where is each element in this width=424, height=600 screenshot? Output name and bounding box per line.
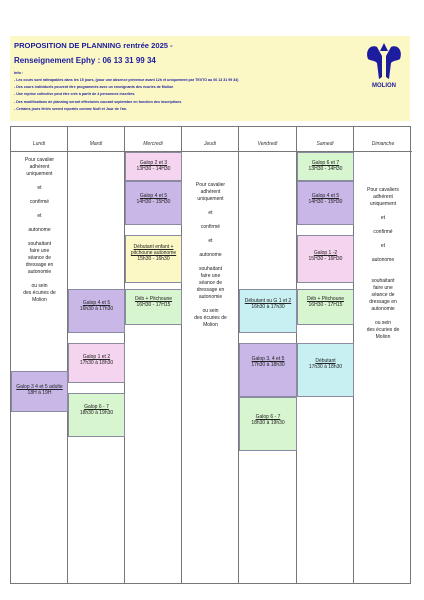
lesson-time: 16h30 à 17h30 bbox=[251, 304, 285, 310]
lesson-block bbox=[68, 393, 125, 437]
lesson-time: 17h30 à 18h30 bbox=[308, 364, 343, 370]
lesson-block bbox=[11, 371, 68, 412]
lesson-time: 17h30 à 18h30 bbox=[251, 362, 285, 368]
day-header-jeudi: Jeudi bbox=[204, 141, 216, 147]
lesson-block bbox=[125, 181, 182, 225]
column-dimanche bbox=[354, 127, 412, 583]
lesson-time: 18H à 19H bbox=[27, 390, 52, 396]
lesson-block bbox=[68, 343, 125, 383]
lesson-block bbox=[297, 289, 354, 325]
lesson-title: Galop 6 et 7 bbox=[311, 160, 340, 166]
logo-text: MOLION bbox=[372, 83, 396, 89]
lesson-block bbox=[68, 289, 125, 333]
lesson-time: 18h30 à 19h30 bbox=[251, 420, 285, 426]
lesson-time: 13H30 - 14H30 bbox=[136, 166, 171, 172]
lesson-time: 15H30 - 16H30 bbox=[308, 256, 343, 262]
column-vendredi bbox=[239, 127, 297, 583]
lesson-title: Galop 6 - 7 bbox=[255, 414, 281, 420]
day-header-lundi: Lundi bbox=[32, 141, 46, 147]
lesson-title: Débutant bbox=[315, 358, 336, 364]
lesson-title: Galop 1 -2 bbox=[313, 250, 338, 256]
autonomy-note: Pour cavalier adhérent uniquement et confirmé et autonome souhaitant faire une séance de dressage en autonomie ou sein des écuries de Molion bbox=[23, 157, 56, 303]
lesson-time: 17h30 à 18h30 bbox=[79, 360, 114, 366]
horse-head-logo-icon bbox=[362, 39, 406, 83]
lesson-block bbox=[297, 343, 354, 397]
lesson-title: Galop 3, 4 et 5 bbox=[251, 356, 285, 362]
lesson-block bbox=[239, 397, 297, 451]
info-list bbox=[14, 77, 238, 113]
lesson-time: 14H30 - 15H30 bbox=[136, 199, 171, 205]
column-mercredi bbox=[125, 127, 182, 583]
lesson-block bbox=[297, 235, 354, 283]
schedule-table bbox=[10, 126, 411, 584]
info-header bbox=[10, 36, 410, 121]
lesson-title: Débutant enfant + pitchoune autonome bbox=[130, 244, 177, 256]
lesson-title: Galop 4 et 5 bbox=[139, 193, 168, 199]
lesson-title: Galop 3 4 et 5 adulte bbox=[16, 384, 63, 390]
lesson-time: 18h30 à 19h30 bbox=[79, 410, 114, 416]
lesson-time: 13H30 - 14H30 bbox=[308, 166, 343, 172]
lesson-time: 14H30 - 15H30 bbox=[308, 199, 343, 205]
column-samedi bbox=[297, 127, 354, 583]
page-title: PROPOSITION DE PLANNING rentrée 2025 - bbox=[14, 41, 173, 50]
lesson-block bbox=[125, 235, 182, 283]
lesson-title: Galop 4 et 5 bbox=[82, 300, 111, 306]
info-item: - Les cours sont rattrapables dans les 15 jours, (pour une absence prévenue avant 12h et uniquement par TEXTO au 06 13 31 99 34) bbox=[14, 78, 239, 82]
day-header-samedi: Samedi bbox=[316, 141, 334, 147]
lesson-block bbox=[125, 152, 182, 181]
column-jeudi bbox=[182, 127, 239, 583]
info-item: - Une reprise collective peut être crée à partir de 4 personnes inscrites. bbox=[14, 92, 136, 97]
contact-line: Renseignement Ephy : 06 13 31 99 34 bbox=[14, 56, 156, 65]
info-item: - Certains jours fériés seront reportés comme Noël et Jour de l'an. bbox=[14, 106, 127, 111]
day-header-dimanche: Dimanche bbox=[371, 141, 395, 147]
lesson-title: Galop 4 et 5 bbox=[311, 193, 340, 199]
lesson-time: 16H30 - 17H15 bbox=[136, 302, 171, 308]
info-item: - Des cours individuels peuvent être programmés avec un enseignants des écuries de Molion bbox=[14, 85, 174, 90]
day-header-vendredi: Vendredi bbox=[257, 141, 278, 147]
column-lundi bbox=[11, 127, 68, 583]
lesson-time: 15h30 - 16h30 bbox=[137, 256, 170, 262]
lesson-block bbox=[297, 181, 354, 225]
day-header-mercredi: Mercredi bbox=[143, 141, 163, 147]
autonomy-note: Pour cavalier adhérent uniquement et confirmé et autonome souhaitant faire une séance de dressage en autonomie ou sein des écuries de Molion bbox=[194, 182, 227, 328]
lesson-title: Déb + Pitchoune bbox=[306, 296, 345, 302]
lesson-time: 16h30 à 17h30 bbox=[79, 306, 114, 312]
autonomy-note: Pour cavaliers adhérent uniquement et confirmé et autonome souhaitant faire une séance de dressage en autonomie ou sein des écuries de Molion bbox=[366, 187, 400, 340]
lesson-time: 16H30 - 17H15 bbox=[308, 302, 343, 308]
lesson-title: Débutant ou G 1 et 2 bbox=[244, 298, 292, 304]
lesson-title: Galop 1 et 2 bbox=[82, 354, 111, 360]
lesson-title: Galop 2 et 3 bbox=[139, 160, 168, 166]
lesson-block bbox=[297, 152, 354, 181]
lesson-title: Déb + Pitchoune bbox=[134, 296, 173, 302]
info-label: Info : bbox=[14, 71, 24, 75]
lesson-block bbox=[239, 289, 297, 333]
lesson-title: Galop 6 - 7 bbox=[84, 404, 109, 410]
info-item: - Des modifications de planning seront effectuées courant septembre en fonction des inscriptions bbox=[14, 99, 182, 104]
day-header-mardi: Mardi bbox=[89, 141, 103, 147]
column-mardi bbox=[68, 127, 125, 583]
lesson-block bbox=[125, 289, 182, 325]
lesson-block bbox=[239, 343, 297, 397]
